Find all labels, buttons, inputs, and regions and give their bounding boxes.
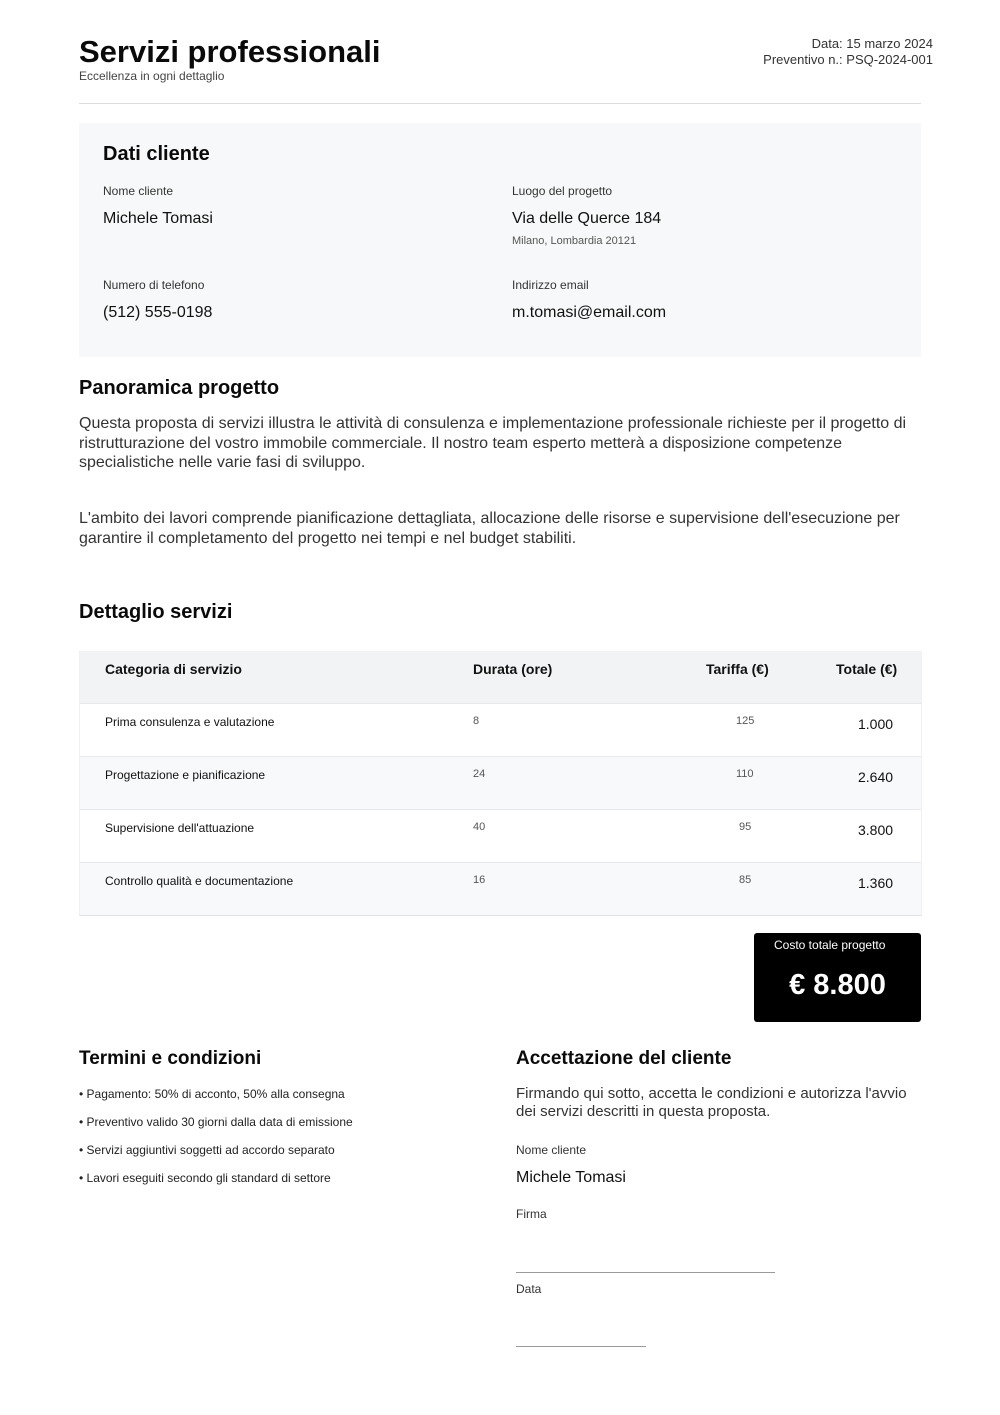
list-item: • Lavori eseguiti secondo gli standard di settore bbox=[79, 1171, 331, 1185]
service-total: 3.800 bbox=[858, 822, 894, 838]
terms-heading: Termini e condizioni bbox=[79, 1048, 262, 1069]
services-table bbox=[79, 651, 922, 916]
document-meta bbox=[763, 36, 933, 68]
service-total: 2.640 bbox=[858, 769, 894, 785]
date-label: Data bbox=[516, 1282, 542, 1296]
overview-paragraph-2: L'ambito dei lavori comprende pianificazione dettagliata, allocazione delle risorse e supervisione dell'esecuzione per garantire il completamento del progetto nei tempi e nel budget stabiliti. bbox=[79, 510, 900, 547]
service-rate: 110 bbox=[736, 768, 754, 780]
service-hours: 16 bbox=[473, 874, 486, 886]
service-category: Supervisione dell'attuazione bbox=[105, 821, 255, 835]
column-header-total: Totale (€) bbox=[836, 661, 898, 677]
service-hours: 24 bbox=[473, 768, 486, 780]
table-header bbox=[80, 651, 921, 703]
list-item: • Pagamento: 50% di acconto, 50% alla consegna bbox=[79, 1087, 345, 1101]
date-line[interactable] bbox=[516, 1346, 646, 1347]
service-total: 1.360 bbox=[858, 875, 894, 891]
phone-number: (512) 555-0198 bbox=[103, 304, 213, 321]
acceptance-name-label: Nome cliente bbox=[516, 1143, 587, 1157]
column-header-category: Categoria di servizio bbox=[105, 661, 242, 677]
service-hours: 40 bbox=[473, 821, 486, 833]
overview-heading: Panoramica progetto bbox=[79, 377, 280, 399]
client-name-label: Nome cliente bbox=[103, 184, 174, 198]
client-name: Michele Tomasi bbox=[103, 210, 213, 227]
list-item: • Preventivo valido 30 giorni dalla data di emissione bbox=[79, 1115, 353, 1129]
table-row bbox=[80, 756, 921, 809]
project-location-city: Milano, Lombardia 20121 bbox=[512, 235, 637, 247]
client-details-panel bbox=[79, 123, 921, 357]
acceptance-heading: Accettazione del cliente bbox=[516, 1048, 732, 1069]
service-total: 1.000 bbox=[858, 716, 894, 732]
document-title: Servizi professionali bbox=[79, 34, 381, 69]
table-row bbox=[80, 809, 921, 862]
email-label: Indirizzo email bbox=[512, 278, 589, 292]
acceptance-text: Firmando qui sotto, accetta le condizioni e autorizza l'avvio dei servizi descritti in questa proposta. bbox=[516, 1085, 907, 1120]
service-hours: 8 bbox=[473, 715, 480, 727]
signature-line[interactable] bbox=[516, 1272, 775, 1273]
service-rate: 85 bbox=[739, 874, 752, 886]
total-cost-box bbox=[754, 933, 921, 1022]
terms-list bbox=[79, 1087, 479, 1199]
client-details-heading: Dati cliente bbox=[103, 143, 210, 165]
total-cost-value: € 8.800 bbox=[789, 969, 886, 1001]
overview-paragraph-1: Questa proposta di servizi illustra le attività di consulenza e implementazione professionale richieste per il progetto di ristrutturazione del vostro immobile commerciale. Il nostro team esperto metterà a disposizione competenze specialistiche nelle varie fasi di sviluppo. bbox=[79, 415, 907, 471]
project-location-street: Via delle Querce 184 bbox=[512, 210, 662, 227]
total-cost-label: Costo totale progetto bbox=[774, 938, 886, 952]
list-item: • Servizi aggiuntivi soggetti ad accordo separato bbox=[79, 1143, 335, 1157]
tagline: Eccellenza in ogni dettaglio bbox=[79, 69, 225, 83]
header-divider bbox=[79, 103, 921, 104]
service-category: Controllo qualità e documentazione bbox=[105, 874, 294, 888]
column-header-rate: Tariffa (€) bbox=[706, 661, 769, 677]
signature-label: Firma bbox=[516, 1207, 547, 1221]
services-heading: Dettaglio servizi bbox=[79, 601, 233, 623]
email-address: m.tomasi@email.com bbox=[512, 304, 667, 321]
service-rate: 95 bbox=[739, 821, 752, 833]
table-row bbox=[80, 703, 921, 756]
document-date: Data: 15 marzo 2024 bbox=[811, 36, 933, 51]
table-row bbox=[80, 862, 921, 915]
service-category: Progettazione e pianificazione bbox=[105, 768, 266, 782]
column-header-hours: Durata (ore) bbox=[473, 661, 553, 677]
quote-number: Preventivo n.: PSQ-2024-001 bbox=[763, 52, 933, 67]
service-rate: 125 bbox=[736, 715, 755, 727]
phone-label: Numero di telefono bbox=[103, 278, 205, 292]
acceptance-client-name: Michele Tomasi bbox=[516, 1169, 626, 1186]
service-category: Prima consulenza e valutazione bbox=[105, 715, 275, 729]
project-location-label: Luogo del progetto bbox=[512, 184, 613, 198]
